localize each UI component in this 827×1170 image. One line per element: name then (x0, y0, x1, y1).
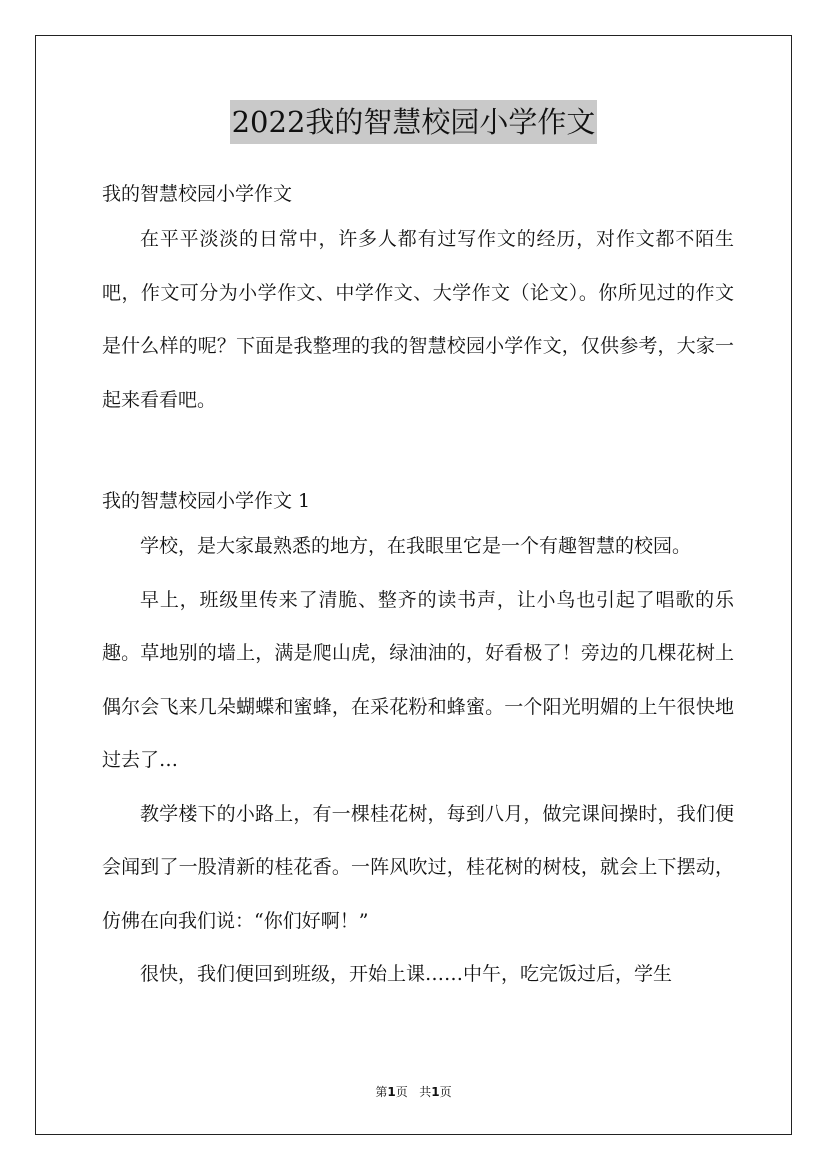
intro-paragraph: 在平平淡淡的日常中，许多人都有过写作文的经历，对作文都不陌生吧，作文可分为小学作文、中学作文、大学作文（论文）。你所见过的作文是什么样的呢？下面是我整理的我的智慧校园小学作文，仅供参考，大家一起来看看吧。 (102, 228, 734, 411)
total-label-suffix: 页 (439, 1085, 452, 1099)
total-pages: 1 (431, 1085, 440, 1099)
body-paragraph: 很快，我们便回到班级，开始上课……中午，吃完饭过后，学生 (140, 963, 673, 985)
total-label-prefix: 共 (419, 1085, 432, 1099)
body-paragraph: 学校，是大家最熟悉的地方，在我眼里它是一个有趣智慧的校园。 (140, 535, 692, 557)
page-label-prefix: 第 (375, 1085, 388, 1099)
document-body (102, 175, 734, 1002)
body-paragraph: 早上，班级里传来了清脆、整齐的读书声，让小鸟也引起了唱歌的乐趣。草地别的墙上，满是爬山虎，绿油油的，好看极了！旁边的几棵花树上偶尔会飞来几朵蝴蝶和蜜蜂，在采花粉和蜂蜜。一个阳光明媚的上午很快地过去了… (102, 588, 734, 771)
section-heading: 我的智慧校园小学作文 1 (102, 490, 311, 512)
page-label-suffix: 页 (395, 1085, 408, 1099)
subheading: 我的智慧校园小学作文 (102, 183, 293, 205)
title-container (0, 100, 827, 144)
page-footer (0, 1083, 827, 1100)
page-number: 1 (387, 1085, 396, 1099)
document-title: 2022我的智慧校园小学作文 (230, 100, 598, 144)
body-paragraph: 教学楼下的小路上，有一棵桂花树，每到八月，做完课间操时，我们便会闻到了一股清新的桂花香。一阵风吹过，桂花树的树枝，就会上下摆动，仿佛在向我们说：“你们好啊！” (102, 802, 734, 932)
